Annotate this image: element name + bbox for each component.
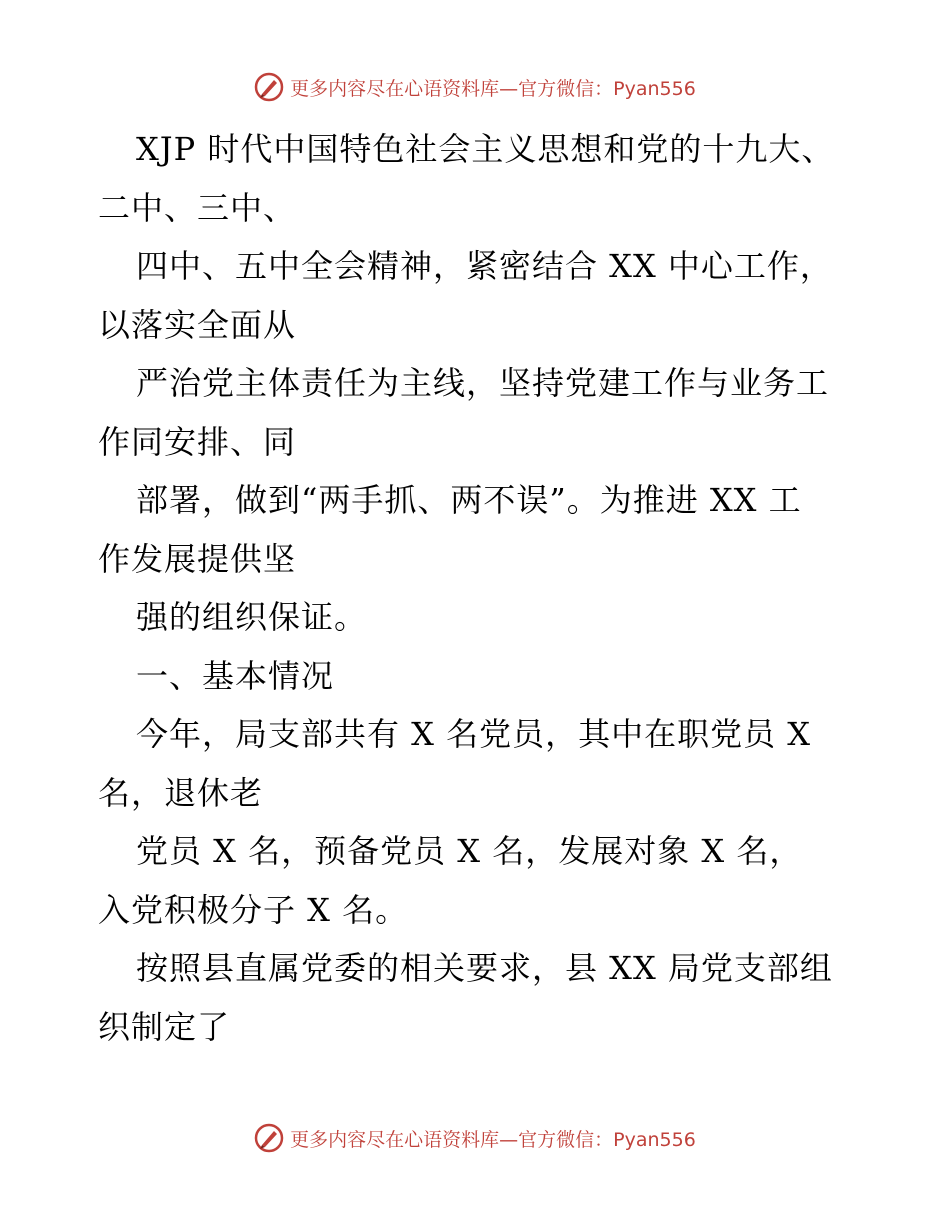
header-watermark — [0, 72, 950, 102]
text-line: 党员 X 名，预备党员 X 名，发展对象 X 名， — [136, 832, 803, 870]
pen-logo-icon — [254, 72, 284, 102]
text-line: 严治党主体责任为主线，坚持党建工作与业务工 — [136, 364, 830, 402]
document-body — [98, 120, 858, 1056]
watermark-text: 更多内容尽在心语资料库—官方微信：Pyan556 — [290, 1128, 696, 1151]
text-line: 二中、三中、 — [98, 188, 297, 227]
text-line: 今年，局支部共有 X 名党员，其中在职党员 X — [136, 715, 812, 753]
text-line: 名，退休老 — [98, 773, 264, 812]
text-line: 部署，做到“两手抓、两不误”。为推进 XX 工 — [136, 481, 802, 519]
pen-logo-icon — [254, 1123, 284, 1153]
text-line: 作同安排、同 — [98, 422, 297, 461]
text-line: 以落实全面从 — [98, 305, 297, 344]
text-line: 入党积极分子 X 名。 — [98, 890, 409, 929]
text-line: 作发展提供坚 — [98, 539, 297, 578]
text-line: XJP 时代中国特色社会主义思想和党的十九大、 — [136, 130, 835, 168]
text-line: 织制定了 — [98, 1007, 231, 1046]
footer-watermark — [0, 1123, 950, 1153]
watermark-text: 更多内容尽在心语资料库—官方微信：Pyan556 — [290, 77, 696, 100]
text-line: 强的组织保证。 — [136, 598, 368, 636]
text-line: 按照县直属党委的相关要求，县 XX 局党支部组 — [136, 949, 833, 987]
text-line: 一、基本情况 — [136, 656, 335, 695]
text-line: 四中、五中全会精神，紧密结合 XX 中心工作， — [136, 247, 833, 285]
